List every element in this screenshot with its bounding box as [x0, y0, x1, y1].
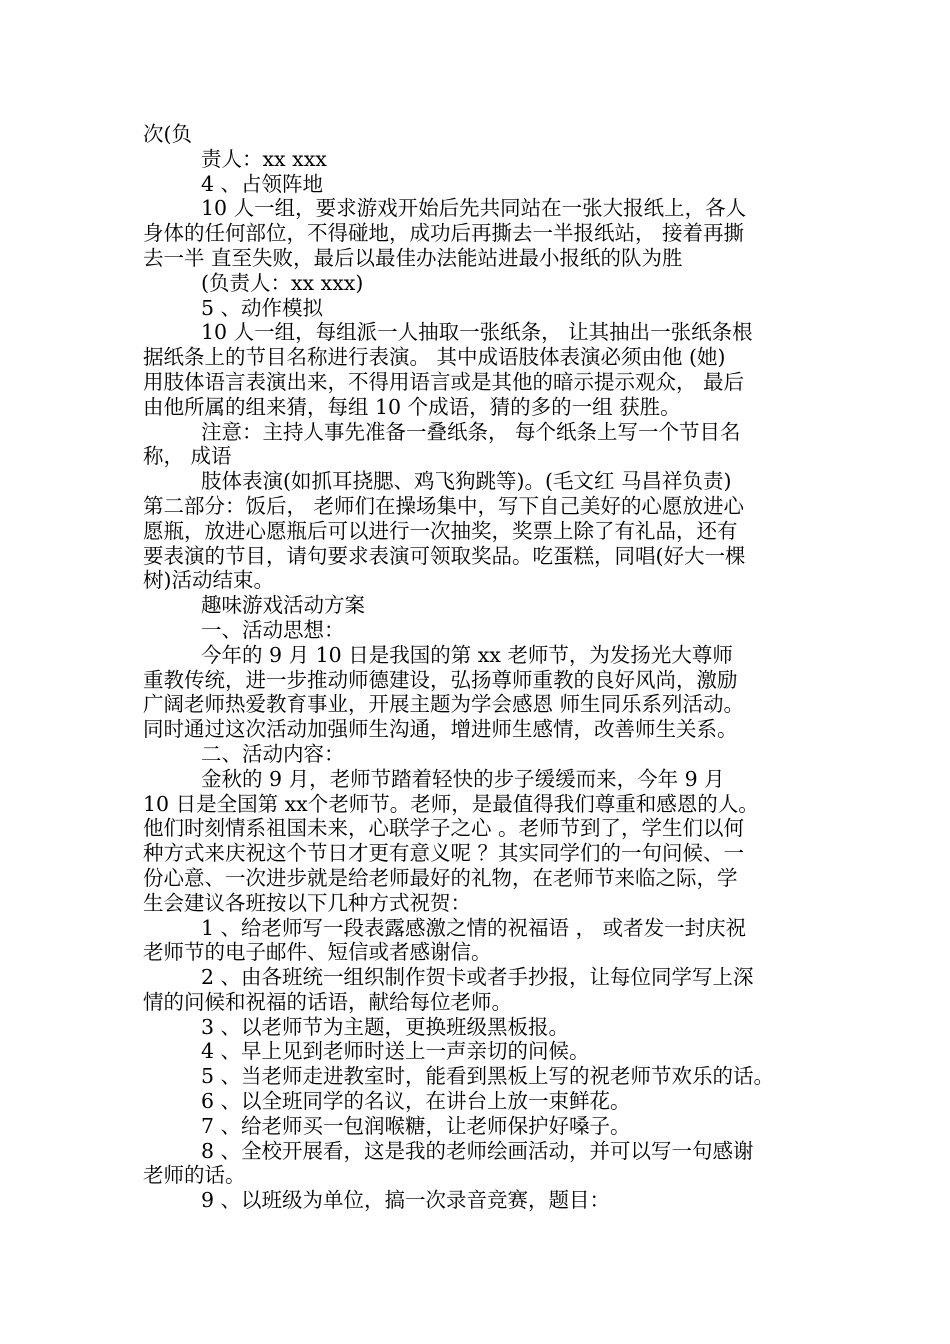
document-body: [143, 122, 815, 1213]
text-line: 9 、以班级为单位，搞一次录音竞赛，题目：: [201, 1188, 611, 1213]
text-line: 情的问候和祝福的话语，献给每位老师。: [143, 989, 512, 1014]
text-line: 用肢体语言表演出来，不得用语言或是其他的暗示提示观众， 最后: [143, 369, 745, 394]
text-line: 称， 成语: [143, 444, 232, 469]
text-line: 10 人一组，要求游戏开始后先共同站在一张大报纸上，各人: [201, 196, 747, 221]
text-line: 据纸条上的节目名称进行表演。 其中成语肢体表演必须由他 (她): [143, 345, 726, 370]
text-line: 同时通过这次活动加强师生沟通，增进师生感情，改善师生关系。: [143, 717, 738, 742]
text-line: 重教传统，进一步推动师德建设，弘扬尊师重教的良好风尚，激励: [143, 667, 738, 692]
text-line: 生会建议各班按以下几种方式祝贺：: [143, 890, 471, 915]
text-line: 趣味游戏活动方案: [201, 593, 365, 618]
text-line: 今年的 9 月 10 日是我国的第 xx 老师节，为发扬光大尊师: [201, 642, 733, 667]
text-line: 肢体表演(如抓耳挠腮、鸡飞狗跳等)。(毛文红 马昌祥负责): [201, 469, 732, 494]
text-line: 金秋的 9 月，老师节踏着轻快的步子缓缓而来，今年 9 月: [201, 766, 725, 791]
text-line: 老师节的电子邮件、短信或者感谢信。: [143, 940, 492, 965]
text-line: 广阔老师热爱教育事业，开展主题为学会感恩 师生同乐系列活动。: [143, 692, 745, 717]
text-line: 10 人一组，每组派一人抽取一张纸条， 让其抽出一张纸条根: [201, 320, 753, 345]
text-line: 他们时刻情系祖国未来，心联学子之心 。老师节到了，学生们以何: [143, 816, 745, 841]
text-line: 5 、动作模拟: [201, 295, 324, 320]
text-line: 一、活动思想：: [201, 617, 345, 642]
text-line: 5 、当老师走进教室时，能看到黑板上写的祝老师节欢乐的话。: [201, 1064, 775, 1089]
text-line: 种方式来庆祝这个节日才更有意义呢 ？其实同学们的一句问候、一: [143, 841, 745, 866]
text-line: 次(负: [143, 122, 192, 146]
text-line: 责人：xx xxx: [201, 146, 327, 171]
text-line: 注意：主持人事先准备一叠纸条， 每个纸条上写一个节目名: [201, 419, 741, 444]
text-line: (负责人：xx xxx): [201, 270, 364, 295]
text-line: 3 、以老师节为主题，更换班级黑板报。: [201, 1014, 570, 1039]
text-line: 二、活动内容：: [201, 741, 345, 766]
text-line: 树)活动结束。: [143, 568, 274, 593]
text-line: 4 、占领阵地: [201, 171, 324, 196]
text-line: 10 日是全国第 xx个老师节。老师，是最值得我们尊重和感恩的人。: [143, 791, 759, 816]
text-line: 要表演的节目，请句要求表演可领取奖品。吃蛋糕，同唱(好大一棵: [143, 543, 746, 568]
text-line: 8 、全校开展看，这是我的老师绘画活动，并可以写一句感谢: [201, 1138, 754, 1163]
text-line: 6 、以全班同学的名议，在讲台上放一束鲜花。: [201, 1089, 631, 1114]
text-line: 身体的任何部位，不得碰地，成功后再撕去一半报纸站， 接着再撕: [143, 221, 745, 246]
text-line: 愿瓶，放进心愿瓶后可以进行一次抽奖，奖票上除了有礼品，还有: [143, 518, 738, 543]
text-line: 第二部分：饭后， 老师们在操场集中，写下自己美好的心愿放进心: [143, 493, 745, 518]
text-line: 份心意、一次进步就是给老师最好的礼物，在老师节来临之际，学: [143, 865, 738, 890]
text-line: 1 、给老师写一段表露感激之情的祝福语 ， 或者发一封庆祝: [201, 915, 747, 940]
text-line: 7 、给老师买一包润喉糖，让老师保护好嗓子。: [201, 1113, 631, 1138]
text-line: 4 、早上见到老师时送上一声亲切的问候。: [201, 1039, 590, 1064]
text-line: 去一半 直至失败，最后以最佳办法能站进最小报纸的队为胜: [143, 245, 683, 270]
text-line: 老师的话。: [143, 1163, 246, 1188]
text-line: 由他所属的组来猜，每组 10 个成语，猜的多的一组 获胜。: [143, 394, 681, 419]
text-line: 2 、由各班统一组织制作贺卡或者手抄报，让每位同学写上深: [201, 965, 754, 990]
